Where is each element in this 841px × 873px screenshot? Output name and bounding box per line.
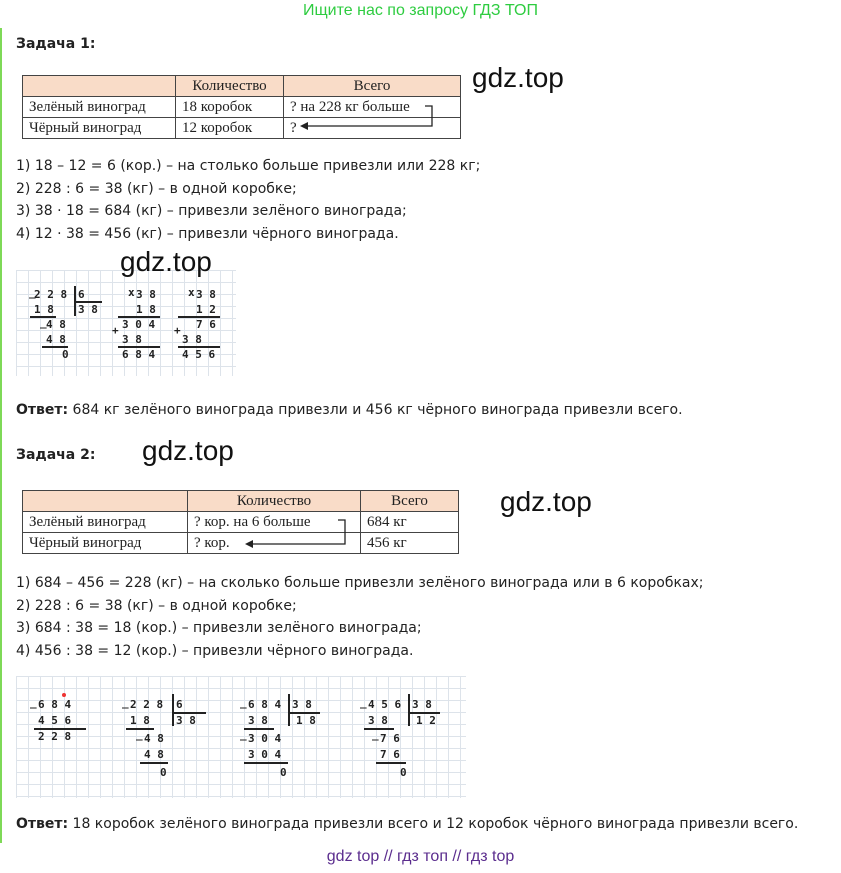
table-cell: Чёрный виноград bbox=[23, 118, 176, 139]
watermark: gdz.top bbox=[120, 246, 212, 277]
table-cell: 18 коробок bbox=[176, 97, 284, 118]
task1-arrow-icon bbox=[295, 104, 445, 134]
table-cell: Чёрный виноград bbox=[23, 533, 188, 554]
task1-answer: Ответ: 684 кг зелёного винограда привезли и 456 кг чёрного винограда привезли всего. bbox=[16, 402, 683, 418]
table-cell: ? на 228 кг больше bbox=[284, 97, 461, 118]
table-cell: ? bbox=[284, 118, 461, 139]
table-cell: Зелёный виноград bbox=[23, 97, 176, 118]
marker-dot bbox=[62, 693, 66, 697]
search-banner[interactable]: Ищите нас по запросу ГДЗ ТОП bbox=[303, 2, 538, 19]
task2-table: Количество Всего Зелёный виноград ? кор. на 6 больше 684 кг Чёрный виноград ? кор. 456 кг bbox=[22, 490, 459, 554]
task1-table: Количество Всего Зелёный виноград 18 коробок ? на 228 кг больше Чёрный виноград 12 коробок ? bbox=[22, 75, 461, 139]
table-cell: 684 кг bbox=[361, 512, 459, 533]
task2-solution: 1) 684 – 456 = 228 (кг) – на сколько больше привезли зелёного винограда или в 6 коробках; 2) 228 : 6 = 38 (кг) – в одной коробке; 3) 684 : 38 = 18 (кор.) – привезли зелёного винограда; 4) 456 : 38 = 12 (кор.) – привезли чёрного винограда. bbox=[16, 575, 704, 659]
task1-calc-grid: 2 2 8 _ 6 3 8 1 8 4 8 _ 4 8 0 x 3 8 1 8 3 0 4 + 3 8 6 8 4 x 3 8 1 2 7 6 + 3 8 4 5 6 bbox=[16, 270, 236, 376]
task2-answer: Ответ: 18 коробок зелёного винограда привезли всего и 12 коробок чёрного винограда привезли всего. bbox=[16, 816, 799, 832]
table-cell: ? кор. на 6 больше bbox=[188, 512, 361, 533]
left-accent-line bbox=[0, 28, 2, 843]
footer-links[interactable]: gdz top // гдз топ // гдз top bbox=[326, 848, 515, 865]
table-cell: ? кор. bbox=[188, 533, 361, 554]
task2-calc-grid: _ 6 8 4 4 5 6 2 2 8 _ 2 2 8 6 3 8 1 8 _ 4 8 4 8 0 _ 6 8 4 3 8 1 8 3 8 _ 3 0 4 3 0 4 0 _ 4 5 6 3 8 1 2 3 8 _ 7 6 7 6 0 bbox=[16, 676, 466, 798]
task1-heading: Задача 1: bbox=[16, 36, 96, 52]
task1-solution: 1) 18 – 12 = 6 (кор.) – на столько больше привезли или 228 кг; 2) 228 : 6 = 38 (кг) – в одной коробке; 3) 38 · 18 = 684 (кг) – привезли зелёного винограда; 4) 12 · 38 = 456 (кг) – привезли чёрного винограда. bbox=[16, 158, 481, 242]
watermark: gdz.top bbox=[472, 62, 564, 93]
table-cell: 12 коробок bbox=[176, 118, 284, 139]
watermark: gdz.top bbox=[142, 435, 234, 466]
table-cell: Зелёный виноград bbox=[23, 512, 188, 533]
watermark: gdz.top bbox=[500, 486, 592, 517]
task2-arrow-icon bbox=[240, 518, 360, 550]
task2-heading: Задача 2: bbox=[16, 447, 96, 463]
table-cell: 456 кг bbox=[361, 533, 459, 554]
